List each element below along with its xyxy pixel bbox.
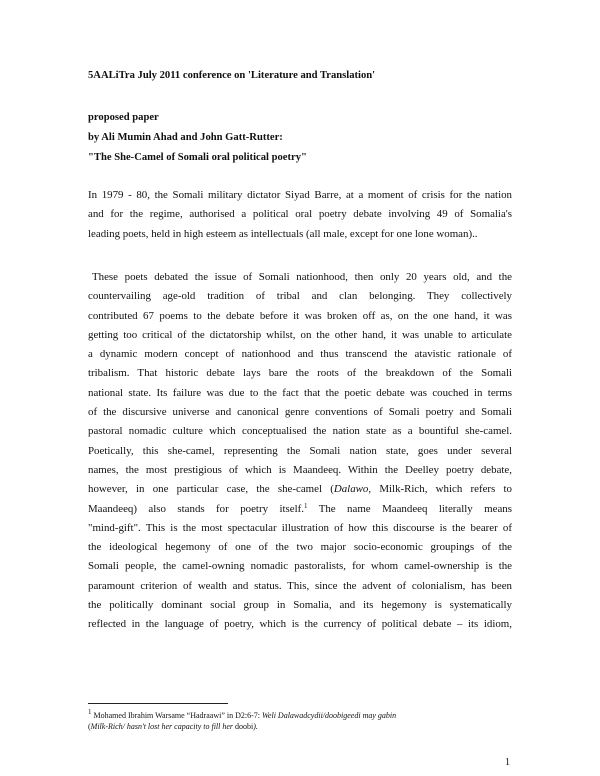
paragraph-line: and for the regime, authorised a political oral poetry debate involving 49 of Somalia's [88, 208, 512, 221]
paragraph-line: names, the most prestigious of which is Maandeeq. Within the Deelley poetry debate, [88, 463, 512, 476]
italic-term: Dalawo [333, 483, 369, 496]
text-run: however, in one particular case, the she-camel ( [88, 483, 334, 496]
footnote-marker: 1 [88, 708, 92, 716]
page-number: 1 [505, 757, 510, 768]
paragraph-line: getting too critical of the dictatorship whilst, on the other hand, it was unable to articulate [88, 328, 512, 341]
paragraph-1 [88, 186, 512, 244]
paragraph-line: tribalism. That historic debate lays bare the roots of the breakdown of the Somali [88, 367, 512, 380]
text-run: The name Maandeeq literally means [307, 502, 512, 515]
footnote [88, 710, 512, 732]
paragraph-line [88, 500, 512, 519]
footnote-text: ( [88, 722, 91, 731]
footnote-text: doobi [233, 722, 254, 731]
paragraph-line: Somali people, the camel-owning nomadic pastoralists, for whom camel-ownership is the [88, 560, 512, 573]
paper-title: "The She-Camel of Somali oral political poetry" [88, 152, 307, 163]
paragraph-line: pastoral nomadic culture which conceptualised the nation state as a bountiful she-camel. [88, 425, 512, 438]
text-run: Maandeeq) also stands for poetry itself. [88, 502, 304, 515]
footnote-reference[interactable]: 1 [303, 501, 308, 510]
paragraph-line: leading poets, held in high esteem as intellectuals (all male, except for one lone woman).. [88, 227, 478, 240]
paragraph-line: reflected in the language of poetry, which is the currency of political debate – its idiom, [88, 618, 512, 631]
footnote-italic: Weli Dalawadcydii/doobigeedi may gabin [261, 711, 397, 720]
footnote-divider [88, 703, 228, 704]
paragraph-line: These poets debated the issue of Somali nationhood, then only 20 years old, and the [92, 271, 512, 283]
footnote-line-2 [88, 721, 512, 732]
paragraph-2 [88, 268, 512, 635]
authors-line: by Ali Mumin Ahad and John Gatt-Rutter: [88, 132, 283, 143]
paragraph-line: Poetically, this she-camel, representing the Somali nation state, goes under several [88, 444, 512, 457]
paragraph-line: the politically dominant social group in Somalia, and its hegemony is systematically [88, 599, 512, 612]
footnote-text: ). [253, 722, 258, 731]
paragraph-line: national state. Its failure was due to the fact that the poetic debate was couched in terms [88, 386, 512, 399]
footnote-line-1 [88, 710, 512, 721]
paragraph-line: paramount criterion of wealth and status. This, since the advent of colonialism, has been [88, 579, 512, 592]
conference-line: 5AALiTra July 2011 conference on 'Literature and Translation' [88, 70, 376, 81]
paragraph-line: "mind-gift". This is the most spectacular illustration of how this discourse is the bearer of [88, 521, 512, 534]
paragraph-line: countervailing age-old tradition of tribal and clan belonging. They collectively [88, 290, 512, 303]
text-run: , Milk-Rich, which refers to [368, 483, 512, 496]
paragraph-line: In 1979 - 80, the Somali military dictator Siyad Barre, at a moment of crisis for the nation [88, 189, 512, 201]
paragraph-line: a dynamic modern concept of nationhood and thus transcend the atavistic rationale of [88, 348, 512, 361]
paragraph-line: contributed 67 poems to the debate before it was broken off as, on the one hand, it was [88, 309, 512, 322]
footnote-text: Mohamed Ibrahim Warsame “Hadraawi” in D2:6-7: [91, 711, 262, 720]
footnote-italic: Milk-Rich/ hasn't lost her capacity to fill her [90, 722, 234, 731]
paragraph-line [88, 480, 512, 499]
paragraph-line: the ideological hegemony of one of the two major socio-economic groupings of the [88, 541, 512, 554]
paper-kind: proposed paper [88, 112, 159, 123]
paragraph-line: of the discursive universe and canonical genre conventions of Somali poetry and Somali [88, 406, 512, 419]
